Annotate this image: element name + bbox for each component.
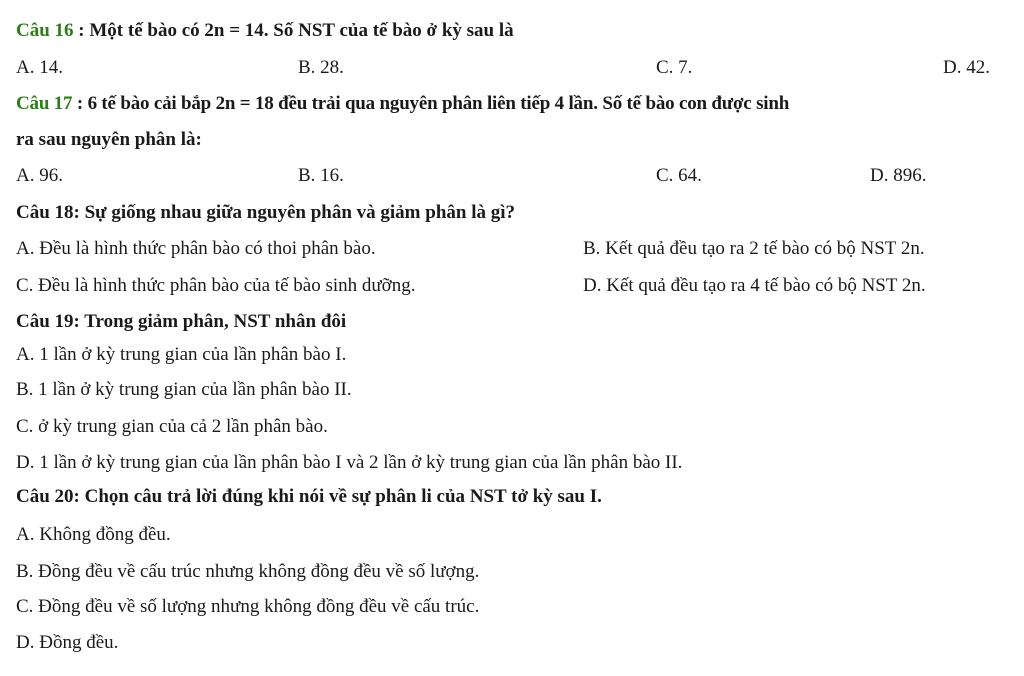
option-c: C. Đều là hình thức phân bào của tế bào sinh dưỡng. xyxy=(16,275,416,296)
option-d: D. Đồng đều. xyxy=(16,632,119,653)
question-number: Câu 17 xyxy=(16,93,73,114)
option-a: A. Đều là hình thức phân bào có thoi phân bào. xyxy=(16,238,376,259)
option-b: B. 1 lần ở kỳ trung gian của lần phân bào II. xyxy=(16,379,352,400)
option-b: B. 28. xyxy=(298,57,344,78)
option-b: B. 16. xyxy=(298,165,344,186)
question-19: Câu 19: Trong giảm phân, NST nhân đôi xyxy=(16,311,347,332)
option-d: D. 896. xyxy=(870,165,927,186)
question-18: Câu 18: Sự giống nhau giữa nguyên phân và giảm phân là gì? xyxy=(16,202,516,223)
option-b: B. Đồng đều về cấu trúc nhưng không đồng đều về số lượng. xyxy=(16,561,480,582)
question-number: Câu 16 xyxy=(16,20,74,41)
option-c: C. 7. xyxy=(656,57,693,78)
option-d: D. Kết quả đều tạo ra 4 tế bào có bộ NST 2n. xyxy=(583,275,926,296)
option-c: C. 64. xyxy=(656,165,702,186)
option-d: D. 42. xyxy=(943,57,990,78)
question-text-cont: ra sau nguyên phân là: xyxy=(16,129,202,150)
option-c: C. Đồng đều về số lượng nhưng không đồng đều về cấu trúc. xyxy=(16,596,480,617)
question-20: Câu 20: Chọn câu trả lời đúng khi nói về sự phân li của NST tở kỳ sau I. xyxy=(16,486,602,507)
question-text: : Một tế bào có 2n = 14. Số NST của tế bào ở kỳ sau là xyxy=(73,20,514,41)
question-text: : 6 tế bào cải bắp 2n = 18 đều trải qua nguyên phân liên tiếp 4 lần. Số tế bào con được sinh xyxy=(72,93,790,114)
option-a: A. 1 lần ở kỳ trung gian của lần phân bào I. xyxy=(16,344,347,365)
option-b: B. Kết quả đều tạo ra 2 tế bào có bộ NST 2n. xyxy=(583,238,925,259)
question-16 xyxy=(16,19,514,43)
option-a: A. 14. xyxy=(16,57,63,78)
question-17 xyxy=(16,92,789,116)
option-c: C. ở kỳ trung gian của cả 2 lần phân bào. xyxy=(16,416,328,437)
option-d: D. 1 lần ở kỳ trung gian của lần phân bào I và 2 lần ở kỳ trung gian của lần phân bào II. xyxy=(16,452,683,473)
option-a: A. 96. xyxy=(16,165,63,186)
option-a: A. Không đồng đều. xyxy=(16,524,171,545)
